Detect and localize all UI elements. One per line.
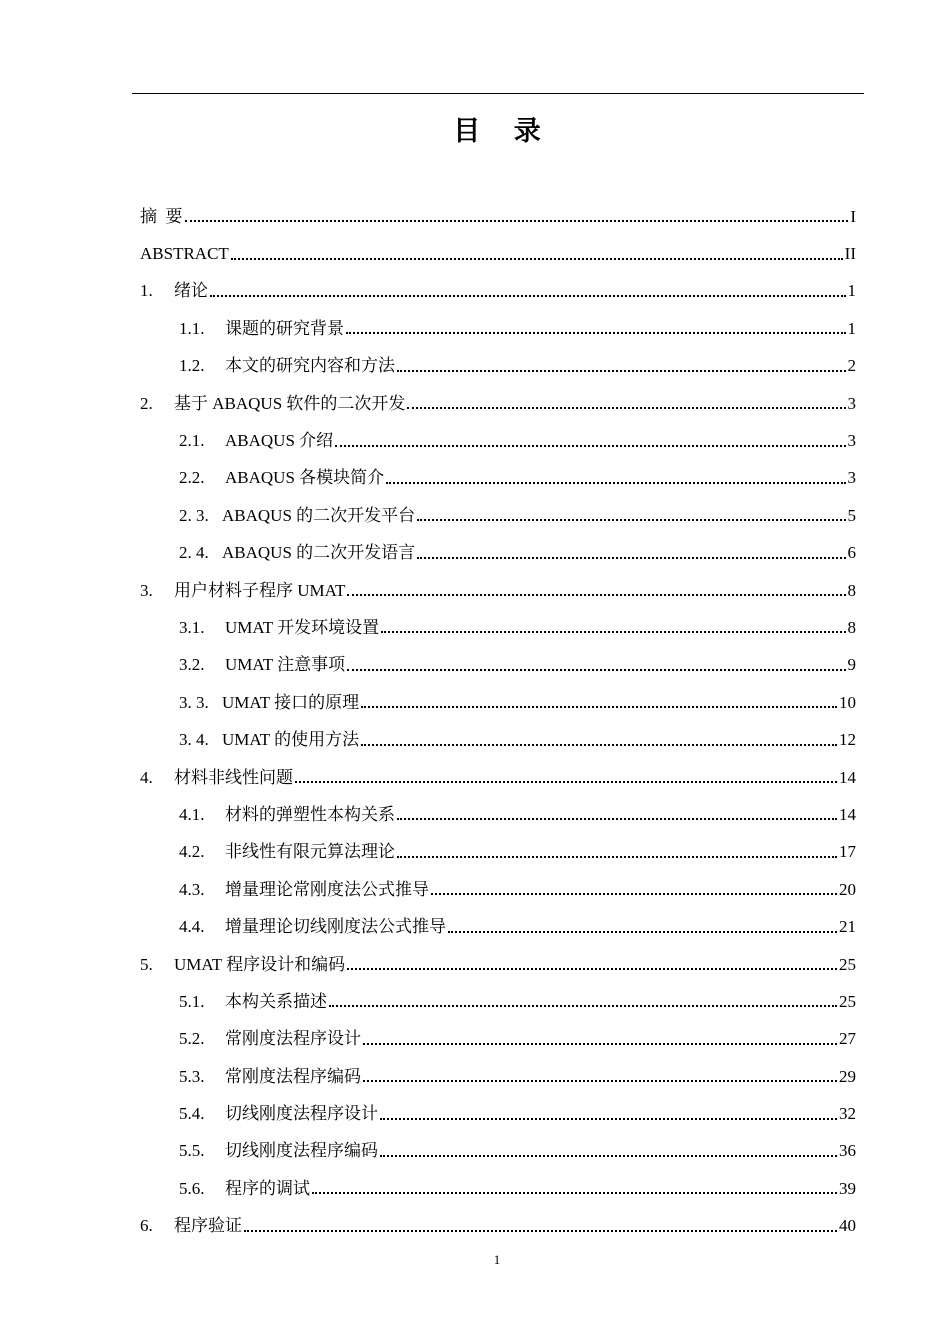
dot-leader xyxy=(312,1192,837,1194)
toc-entry-title: UMAT 程序设计和编码 xyxy=(174,954,346,974)
toc-entry[interactable] xyxy=(140,1208,856,1245)
toc-entry-page: 5 xyxy=(847,505,856,525)
dot-leader xyxy=(431,893,837,895)
toc-entry[interactable] xyxy=(140,1170,856,1207)
toc-entry[interactable] xyxy=(140,535,856,572)
toc-entry-title: ABSTRACT xyxy=(140,244,229,264)
toc-entry-page: I xyxy=(850,206,856,226)
toc-entry-number: 3.1. xyxy=(179,617,205,637)
toc-entry-number: 2. xyxy=(140,393,153,413)
toc-entry-page: 39 xyxy=(839,1178,856,1198)
toc-entry-title: 切线刚度法程序设计 xyxy=(225,1104,378,1124)
dot-leader xyxy=(397,818,837,820)
toc-entry-page: 8 xyxy=(847,617,856,637)
toc-entry-number: 2. 3. xyxy=(179,505,209,525)
toc-entry-page: 1 xyxy=(847,318,856,338)
toc-entry-page: 1 xyxy=(847,281,856,301)
toc-entry[interactable] xyxy=(140,348,856,385)
page-title: 目 录 xyxy=(453,116,553,147)
footer-page-number: 1 xyxy=(493,1252,501,1267)
toc-entry-number: 1.2. xyxy=(179,356,205,376)
toc-entry-page: 17 xyxy=(839,842,856,862)
toc-entry-title: 程序验证 xyxy=(174,1216,242,1236)
dot-leader xyxy=(417,519,845,521)
toc-entry-number: 5.3. xyxy=(179,1066,205,1086)
toc-entry-page: 3 xyxy=(847,431,856,451)
toc-entry[interactable] xyxy=(140,385,856,422)
dot-leader xyxy=(231,258,843,260)
toc-entry-number: 4.1. xyxy=(179,804,205,824)
dot-leader xyxy=(210,295,846,297)
dot-leader xyxy=(347,968,837,970)
toc-entry-title: 绪论 xyxy=(174,281,208,301)
toc-entry-title: ABAQUS 介绍 xyxy=(225,431,334,451)
toc-entry-number: 5.6. xyxy=(179,1178,205,1198)
toc-entry-title: 本文的研究内容和方法 xyxy=(225,356,395,376)
toc-entry-title: 课题的研究背景 xyxy=(225,318,344,338)
toc-entry-number: 1.1. xyxy=(179,318,205,338)
toc-entry-title: 本构关系描述 xyxy=(225,991,327,1011)
toc-entry-page: 9 xyxy=(847,655,856,675)
dot-leader xyxy=(361,706,837,708)
toc-entry-number: 3.2. xyxy=(179,655,205,675)
toc-entry[interactable] xyxy=(140,1095,856,1132)
toc-entry-page: 8 xyxy=(847,580,856,600)
toc-entry-page: 32 xyxy=(839,1104,856,1124)
dot-leader xyxy=(295,781,837,783)
toc-entry-title: 非线性有限元算法理论 xyxy=(225,842,395,862)
toc-entry-number: 1. xyxy=(140,281,153,301)
toc-entry[interactable] xyxy=(140,759,856,796)
toc-entry-page: 3 xyxy=(847,468,856,488)
toc-entry[interactable] xyxy=(140,983,856,1020)
toc-entry-number: 4.4. xyxy=(179,917,205,937)
toc-entry-number: 5.4. xyxy=(179,1104,205,1124)
toc-entry-number: 5.5. xyxy=(179,1141,205,1161)
toc-entry[interactable] xyxy=(140,1058,856,1095)
dot-leader xyxy=(361,744,837,746)
toc-entry-page: 36 xyxy=(839,1141,856,1161)
toc-entry-number: 4.2. xyxy=(179,842,205,862)
toc-entry-title: 常刚度法程序设计 xyxy=(225,1029,361,1049)
toc-entry[interactable] xyxy=(140,796,856,833)
toc-entry-title: 材料非线性问题 xyxy=(174,767,293,787)
dot-leader xyxy=(244,1230,837,1232)
dot-leader xyxy=(381,631,845,633)
toc-entry[interactable] xyxy=(140,871,856,908)
dot-leader xyxy=(417,557,845,559)
toc-entry-number: 2.1. xyxy=(179,431,205,451)
toc-entry-title: UMAT 的使用方法 xyxy=(222,730,360,750)
toc-entry[interactable] xyxy=(140,198,856,235)
dot-leader xyxy=(363,1080,837,1082)
table-of-contents xyxy=(140,198,856,1245)
toc-entry-page: 27 xyxy=(839,1029,856,1049)
header-rule xyxy=(132,93,864,94)
toc-entry[interactable] xyxy=(140,647,856,684)
toc-entry-title: 切线刚度法程序编码 xyxy=(225,1141,378,1161)
toc-entry-title: 常刚度法程序编码 xyxy=(225,1066,361,1086)
toc-entry-title: UMAT 开发环境设置 xyxy=(225,617,380,637)
dot-leader xyxy=(397,370,846,372)
toc-entry-title: 用户材料子程序 UMAT xyxy=(174,580,346,600)
toc-entry[interactable] xyxy=(140,273,856,310)
toc-entry-title: 摘 要 xyxy=(140,206,183,226)
toc-entry-page: 25 xyxy=(839,991,856,1011)
dot-leader xyxy=(380,1118,837,1120)
dot-leader xyxy=(363,1043,837,1045)
toc-entry-number: 5.2. xyxy=(179,1029,205,1049)
dot-leader xyxy=(380,1155,837,1157)
toc-entry-page: 10 xyxy=(839,692,856,712)
dot-leader xyxy=(347,594,845,596)
toc-entry-title: UMAT 注意事项 xyxy=(225,655,346,675)
toc-entry-number: 4. xyxy=(140,767,153,787)
toc-entry[interactable] xyxy=(140,422,856,459)
toc-entry-title: 程序的调试 xyxy=(225,1178,310,1198)
toc-entry-page: 6 xyxy=(847,543,856,563)
toc-entry[interactable] xyxy=(140,721,856,758)
dot-leader xyxy=(407,407,845,409)
dot-leader xyxy=(347,669,845,671)
dot-leader xyxy=(448,931,837,933)
dot-leader xyxy=(346,332,846,334)
toc-entry-title: 增量理论常刚度法公式推导 xyxy=(225,879,429,899)
toc-entry-page: II xyxy=(844,244,856,264)
dot-leader xyxy=(397,856,837,858)
toc-entry[interactable] xyxy=(140,908,856,945)
toc-entry-number: 6. xyxy=(140,1216,153,1236)
toc-entry-title: UMAT 接口的原理 xyxy=(222,692,360,712)
toc-entry-title: 增量理论切线刚度法公式推导 xyxy=(225,917,446,937)
toc-entry[interactable] xyxy=(140,1133,856,1170)
toc-entry[interactable] xyxy=(140,946,856,983)
toc-entry-page: 14 xyxy=(839,767,856,787)
dot-leader xyxy=(185,220,849,222)
toc-entry-page: 2 xyxy=(847,356,856,376)
toc-entry[interactable] xyxy=(140,572,856,609)
toc-entry[interactable] xyxy=(140,310,856,347)
toc-entry-number: 3. 3. xyxy=(179,692,209,712)
toc-entry[interactable] xyxy=(140,235,856,272)
toc-entry-number: 3. 4. xyxy=(179,730,209,750)
toc-entry-page: 25 xyxy=(839,954,856,974)
toc-entry-page: 3 xyxy=(847,393,856,413)
toc-entry-number: 2. 4. xyxy=(179,543,209,563)
toc-entry[interactable] xyxy=(140,1021,856,1058)
toc-entry[interactable] xyxy=(140,684,856,721)
toc-entry-title: ABAQUS 的二次开发语言 xyxy=(222,543,416,563)
toc-entry-page: 20 xyxy=(839,879,856,899)
toc-entry-number: 2.2. xyxy=(179,468,205,488)
toc-entry-title: ABAQUS 各模块简介 xyxy=(225,468,385,488)
toc-entry-title: 基于 ABAQUS 软件的二次开发 xyxy=(174,393,406,413)
toc-entry-title: 材料的弹塑性本构关系 xyxy=(225,804,395,824)
dot-leader xyxy=(335,445,845,447)
toc-entry[interactable] xyxy=(140,609,856,646)
toc-entry[interactable] xyxy=(140,460,856,497)
toc-entry[interactable] xyxy=(140,497,856,534)
toc-entry-number: 5.1. xyxy=(179,991,205,1011)
toc-entry-page: 12 xyxy=(839,730,856,750)
dot-leader xyxy=(329,1005,837,1007)
toc-entry-title: ABAQUS 的二次开发平台 xyxy=(222,505,416,525)
toc-entry[interactable] xyxy=(140,834,856,871)
toc-entry-page: 40 xyxy=(839,1216,856,1236)
toc-entry-number: 3. xyxy=(140,580,153,600)
dot-leader xyxy=(386,482,845,484)
toc-entry-number: 5. xyxy=(140,954,153,974)
toc-entry-page: 14 xyxy=(839,804,856,824)
toc-entry-number: 4.3. xyxy=(179,879,205,899)
toc-entry-page: 29 xyxy=(839,1066,856,1086)
toc-entry-page: 21 xyxy=(839,917,856,937)
